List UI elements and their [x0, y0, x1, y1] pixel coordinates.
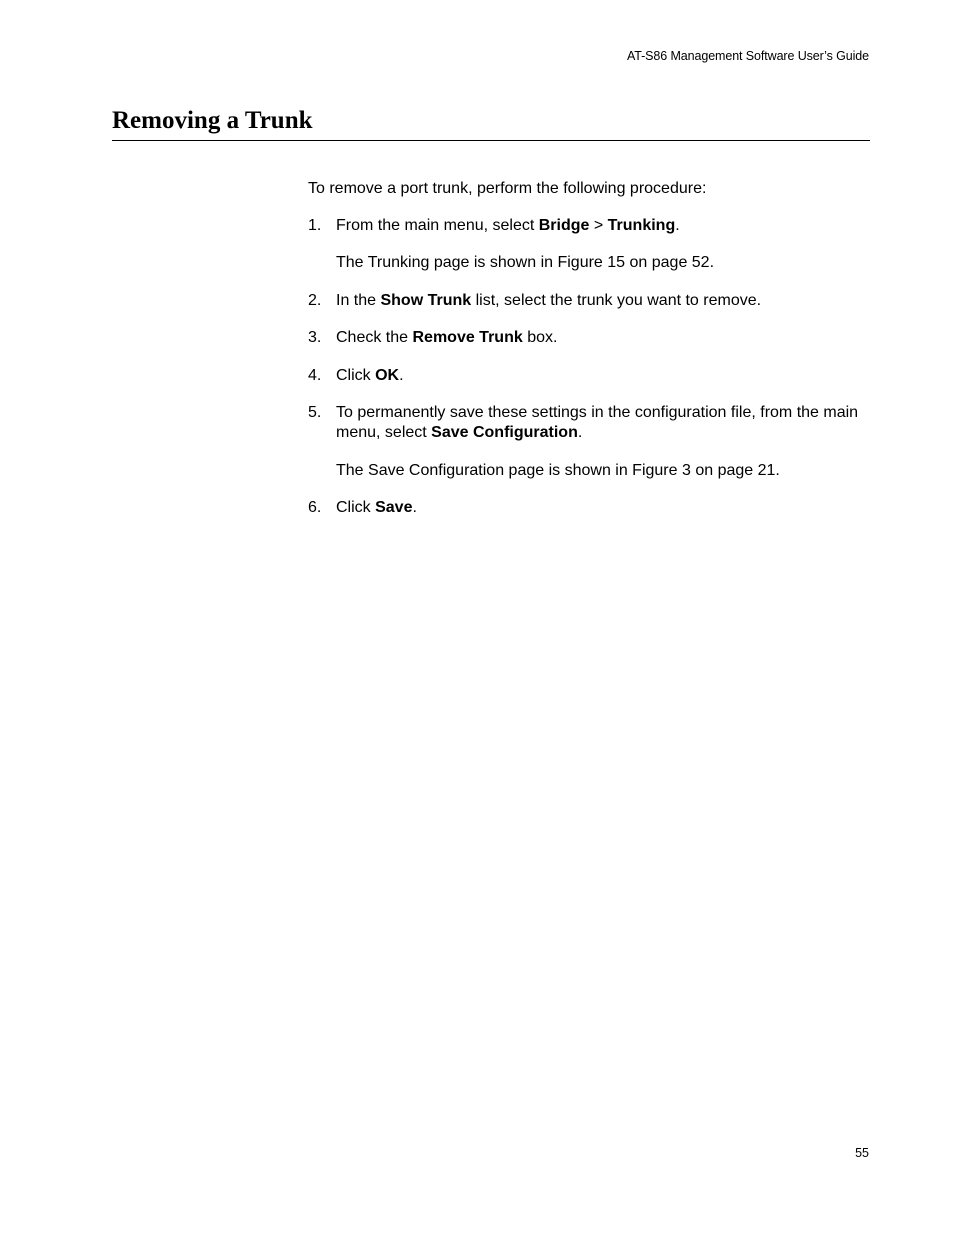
step-5 [308, 403, 870, 443]
step-number: 1. [308, 217, 322, 234]
step-text: Check the Remove Trunk box. [336, 329, 558, 346]
step-6 [308, 498, 870, 518]
step-text: In the Show Trunk list, select the trunk you want to remove. [336, 292, 762, 309]
step-3 [308, 328, 870, 348]
step-1-note: The Trunking page is shown in Figure 15 on page 52. [336, 254, 715, 271]
step-5-note: The Save Configuration page is shown in Figure 3 on page 21. [336, 462, 780, 479]
title-rule [112, 140, 870, 141]
remove-trunk-label: Remove Trunk [412, 329, 523, 346]
step-1 [308, 216, 870, 236]
save-label: Save [375, 499, 413, 516]
step-text: Click OK. [336, 367, 404, 384]
step-number: 4. [308, 367, 322, 384]
show-trunk-label: Show Trunk [380, 292, 472, 309]
step-text: To permanently save these settings in the configuration file, from the main menu, select Save Configuration. [336, 404, 859, 441]
ok-label: OK [375, 367, 400, 384]
step-2 [308, 291, 870, 311]
page-number: 55 [855, 1146, 869, 1160]
section-title: Removing a Trunk [112, 107, 313, 134]
menu-item-trunking: Trunking [607, 217, 676, 234]
step-4 [308, 366, 870, 386]
running-header: AT-S86 Management Software User’s Guide [626, 49, 869, 63]
intro-paragraph: To remove a port trunk, perform the following procedure: [308, 180, 707, 197]
menu-item-bridge: Bridge [538, 217, 590, 234]
save-configuration-label: Save Configuration [431, 424, 578, 441]
step-number: 6. [308, 499, 322, 516]
step-text: Click Save. [336, 499, 417, 516]
step-text: From the main menu, select Bridge > Trunking. [336, 217, 680, 234]
step-number: 5. [308, 404, 322, 421]
step-number: 3. [308, 329, 322, 346]
step-number: 2. [308, 292, 322, 309]
